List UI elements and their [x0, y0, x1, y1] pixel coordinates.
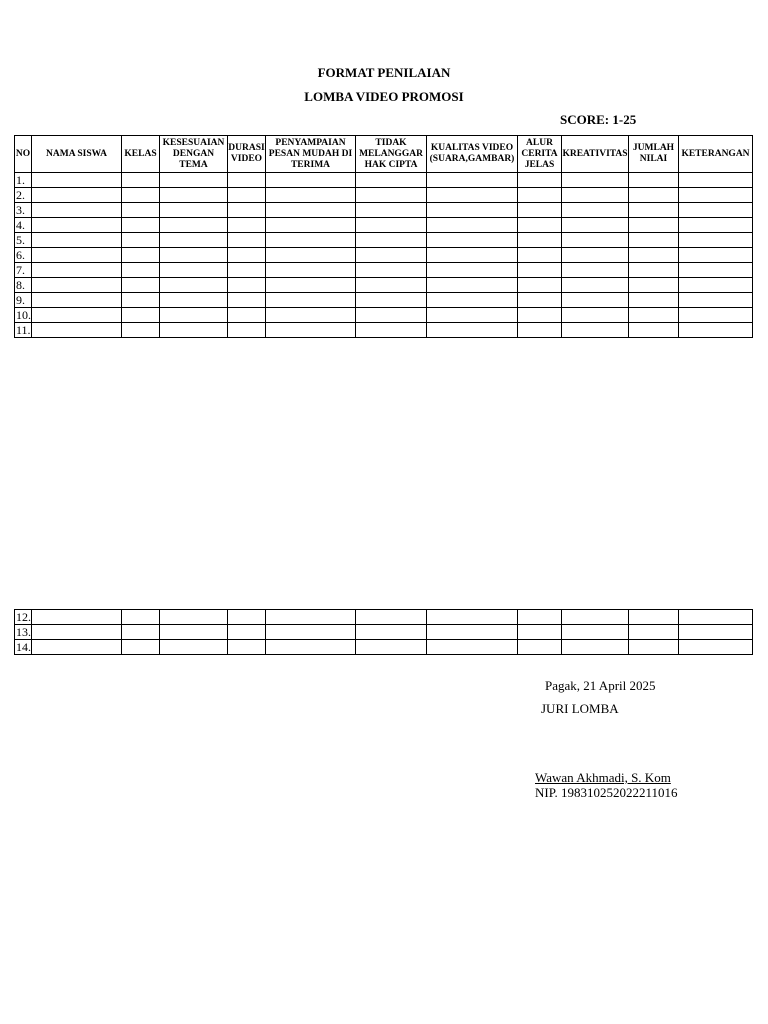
score-cell — [518, 263, 562, 278]
score-cell — [266, 233, 356, 248]
score-cell — [266, 248, 356, 263]
score-cell — [266, 323, 356, 338]
score-cell — [160, 218, 228, 233]
score-cell — [427, 173, 518, 188]
score-cell — [122, 248, 160, 263]
table-row — [15, 263, 753, 278]
score-cell — [629, 188, 679, 203]
score-cell — [518, 640, 562, 655]
score-cell — [32, 293, 122, 308]
scoring-table-continued — [14, 609, 753, 655]
table-row — [15, 293, 753, 308]
column-header-alur-cerita: ALUR CERITA JELAS — [518, 136, 562, 173]
score-cell — [356, 173, 427, 188]
score-cell — [122, 203, 160, 218]
score-cell — [122, 263, 160, 278]
score-cell — [122, 610, 160, 625]
score-cell — [122, 278, 160, 293]
score-cell — [228, 173, 266, 188]
column-header-kesesuaian-tema: KESESUAIAN DENGAN TEMA — [160, 136, 228, 173]
score-cell — [679, 248, 753, 263]
score-cell — [356, 263, 427, 278]
score-cell — [266, 293, 356, 308]
score-cell — [679, 640, 753, 655]
score-cell — [266, 625, 356, 640]
column-header-kualitas-video: KUALITAS VIDEO (SUARA,GAMBAR) — [427, 136, 518, 173]
score-cell — [228, 640, 266, 655]
score-cell — [427, 610, 518, 625]
column-header-jumlah-nilai: JUMLAH NILAI — [629, 136, 679, 173]
score-cell — [266, 308, 356, 323]
score-cell — [518, 203, 562, 218]
row-number: 8. — [15, 278, 32, 293]
score-cell — [228, 233, 266, 248]
score-cell — [160, 233, 228, 248]
table-body — [15, 173, 753, 338]
score-cell — [427, 308, 518, 323]
score-cell — [356, 293, 427, 308]
score-cell — [562, 188, 629, 203]
column-header-penyampaian-pesan: PENYAMPAIAN PESAN MUDAH DI TERIMA — [266, 136, 356, 173]
column-header-kelas: KELAS — [122, 136, 160, 173]
score-cell — [160, 248, 228, 263]
score-cell — [160, 278, 228, 293]
score-cell — [228, 203, 266, 218]
score-cell — [160, 640, 228, 655]
score-cell — [562, 173, 629, 188]
table-row — [15, 188, 753, 203]
table-row — [15, 625, 753, 640]
row-number: 11. — [16, 323, 31, 337]
row-number: 14. — [16, 640, 31, 654]
score-cell — [562, 203, 629, 218]
score-cell — [228, 293, 266, 308]
score-cell — [427, 263, 518, 278]
column-header-kreativitas: KREATIVITAS — [562, 136, 629, 173]
score-cell — [518, 625, 562, 640]
column-header-no: NO — [15, 136, 32, 173]
score-cell — [679, 308, 753, 323]
row-number: 9. — [15, 293, 32, 308]
scoring-table — [14, 135, 753, 338]
score-cell — [679, 173, 753, 188]
score-cell — [356, 218, 427, 233]
table-row — [15, 173, 753, 188]
score-cell — [32, 218, 122, 233]
score-cell — [518, 233, 562, 248]
score-cell — [356, 640, 427, 655]
score-cell — [562, 323, 629, 338]
row-number: 1. — [15, 173, 32, 188]
table-row — [15, 248, 753, 263]
score-cell — [562, 625, 629, 640]
score-cell — [562, 233, 629, 248]
column-header-keterangan: KETERANGAN — [679, 136, 753, 173]
score-cell — [160, 263, 228, 278]
score-cell — [160, 188, 228, 203]
row-number: 12. — [16, 610, 31, 624]
score-cell — [427, 278, 518, 293]
score-cell — [356, 278, 427, 293]
score-cell — [228, 610, 266, 625]
score-cell — [122, 218, 160, 233]
score-cell — [629, 218, 679, 233]
score-cell — [629, 625, 679, 640]
score-cell — [122, 173, 160, 188]
document-subtitle: LOMBA VIDEO PROMOSI — [304, 89, 464, 104]
score-cell — [266, 610, 356, 625]
table-row — [15, 278, 753, 293]
table-row — [15, 640, 753, 655]
score-cell — [427, 233, 518, 248]
score-cell — [356, 233, 427, 248]
score-cell — [160, 173, 228, 188]
place-date: Pagak, 21 April 2025 — [545, 678, 656, 693]
score-cell — [629, 263, 679, 278]
score-cell — [629, 323, 679, 338]
score-cell — [32, 203, 122, 218]
score-cell — [266, 203, 356, 218]
score-cell — [629, 293, 679, 308]
score-cell — [679, 218, 753, 233]
score-cell — [679, 323, 753, 338]
score-cell — [679, 203, 753, 218]
score-cell — [228, 188, 266, 203]
score-cell — [629, 203, 679, 218]
score-cell — [356, 203, 427, 218]
score-cell — [427, 188, 518, 203]
table-header-row — [15, 136, 753, 173]
score-cell — [679, 188, 753, 203]
score-cell — [629, 248, 679, 263]
score-cell — [266, 263, 356, 278]
score-cell — [228, 308, 266, 323]
row-number: 10. — [16, 308, 31, 322]
table-row — [15, 610, 753, 625]
table-row — [15, 323, 753, 338]
row-number: 2. — [15, 188, 32, 203]
score-cell — [32, 233, 122, 248]
score-cell — [266, 173, 356, 188]
score-cell — [32, 625, 122, 640]
score-cell — [629, 278, 679, 293]
score-cell — [427, 640, 518, 655]
score-cell — [679, 263, 753, 278]
score-cell — [356, 188, 427, 203]
score-cell — [266, 218, 356, 233]
score-cell — [160, 308, 228, 323]
score-cell — [518, 218, 562, 233]
score-cell — [32, 188, 122, 203]
score-cell — [356, 248, 427, 263]
score-cell — [160, 293, 228, 308]
score-cell — [427, 323, 518, 338]
row-number: 5. — [15, 233, 32, 248]
score-cell — [679, 233, 753, 248]
score-cell — [629, 640, 679, 655]
score-cell — [32, 173, 122, 188]
score-cell — [518, 173, 562, 188]
row-number: 7. — [15, 263, 32, 278]
table-row — [15, 233, 753, 248]
score-cell — [122, 640, 160, 655]
table-row — [15, 218, 753, 233]
table-row — [15, 308, 753, 323]
score-cell — [679, 625, 753, 640]
score-cell — [518, 188, 562, 203]
score-cell — [356, 625, 427, 640]
column-header-hak-cipta: TIDAK MELANGGAR HAK CIPTA — [356, 136, 427, 173]
score-cell — [228, 218, 266, 233]
row-number: 6. — [15, 248, 32, 263]
row-number: 3. — [15, 203, 32, 218]
score-cell — [629, 173, 679, 188]
score-cell — [32, 640, 122, 655]
score-cell — [266, 640, 356, 655]
score-cell — [679, 610, 753, 625]
signer-name: Wawan Akhmadi, S. Kom — [535, 770, 671, 785]
score-cell — [629, 308, 679, 323]
score-cell — [629, 233, 679, 248]
score-cell — [427, 248, 518, 263]
column-header-durasi-video: DURASI VIDEO — [228, 136, 266, 173]
score-cell — [122, 323, 160, 338]
score-cell — [518, 248, 562, 263]
score-cell — [427, 625, 518, 640]
score-cell — [122, 188, 160, 203]
score-cell — [160, 625, 228, 640]
signer-nip: NIP. 198310252022211016 — [535, 785, 678, 800]
score-cell — [562, 610, 629, 625]
score-cell — [228, 263, 266, 278]
score-cell — [122, 308, 160, 323]
score-range-label: SCORE: 1-25 — [560, 112, 637, 127]
score-cell — [562, 248, 629, 263]
score-cell — [562, 293, 629, 308]
score-cell — [356, 308, 427, 323]
score-cell — [562, 640, 629, 655]
score-cell — [427, 203, 518, 218]
score-cell — [518, 308, 562, 323]
score-cell — [122, 233, 160, 248]
score-cell — [679, 293, 753, 308]
score-cell — [518, 293, 562, 308]
score-cell — [32, 610, 122, 625]
score-cell — [679, 278, 753, 293]
score-cell — [32, 323, 122, 338]
score-cell — [266, 278, 356, 293]
score-cell — [228, 248, 266, 263]
score-cell — [160, 203, 228, 218]
score-cell — [160, 610, 228, 625]
score-cell — [122, 625, 160, 640]
score-cell — [32, 263, 122, 278]
score-cell — [356, 323, 427, 338]
row-number: 13. — [16, 625, 31, 639]
signer-role: JURI LOMBA — [541, 701, 619, 716]
score-cell — [266, 188, 356, 203]
score-cell — [122, 293, 160, 308]
score-cell — [427, 293, 518, 308]
score-cell — [356, 610, 427, 625]
table-body-continued — [15, 610, 753, 655]
score-cell — [228, 278, 266, 293]
score-cell — [32, 248, 122, 263]
score-cell — [518, 278, 562, 293]
score-cell — [427, 218, 518, 233]
score-cell — [562, 308, 629, 323]
score-cell — [32, 308, 122, 323]
score-cell — [562, 278, 629, 293]
score-cell — [518, 323, 562, 338]
column-header-nama-siswa: NAMA SISWA — [32, 136, 122, 173]
score-cell — [228, 323, 266, 338]
score-cell — [518, 610, 562, 625]
score-cell — [562, 218, 629, 233]
score-cell — [562, 263, 629, 278]
document-title: FORMAT PENILAIAN — [317, 65, 451, 80]
score-cell — [160, 323, 228, 338]
score-cell — [32, 278, 122, 293]
row-number: 4. — [15, 218, 32, 233]
score-cell — [629, 610, 679, 625]
score-cell — [228, 625, 266, 640]
table-row — [15, 203, 753, 218]
